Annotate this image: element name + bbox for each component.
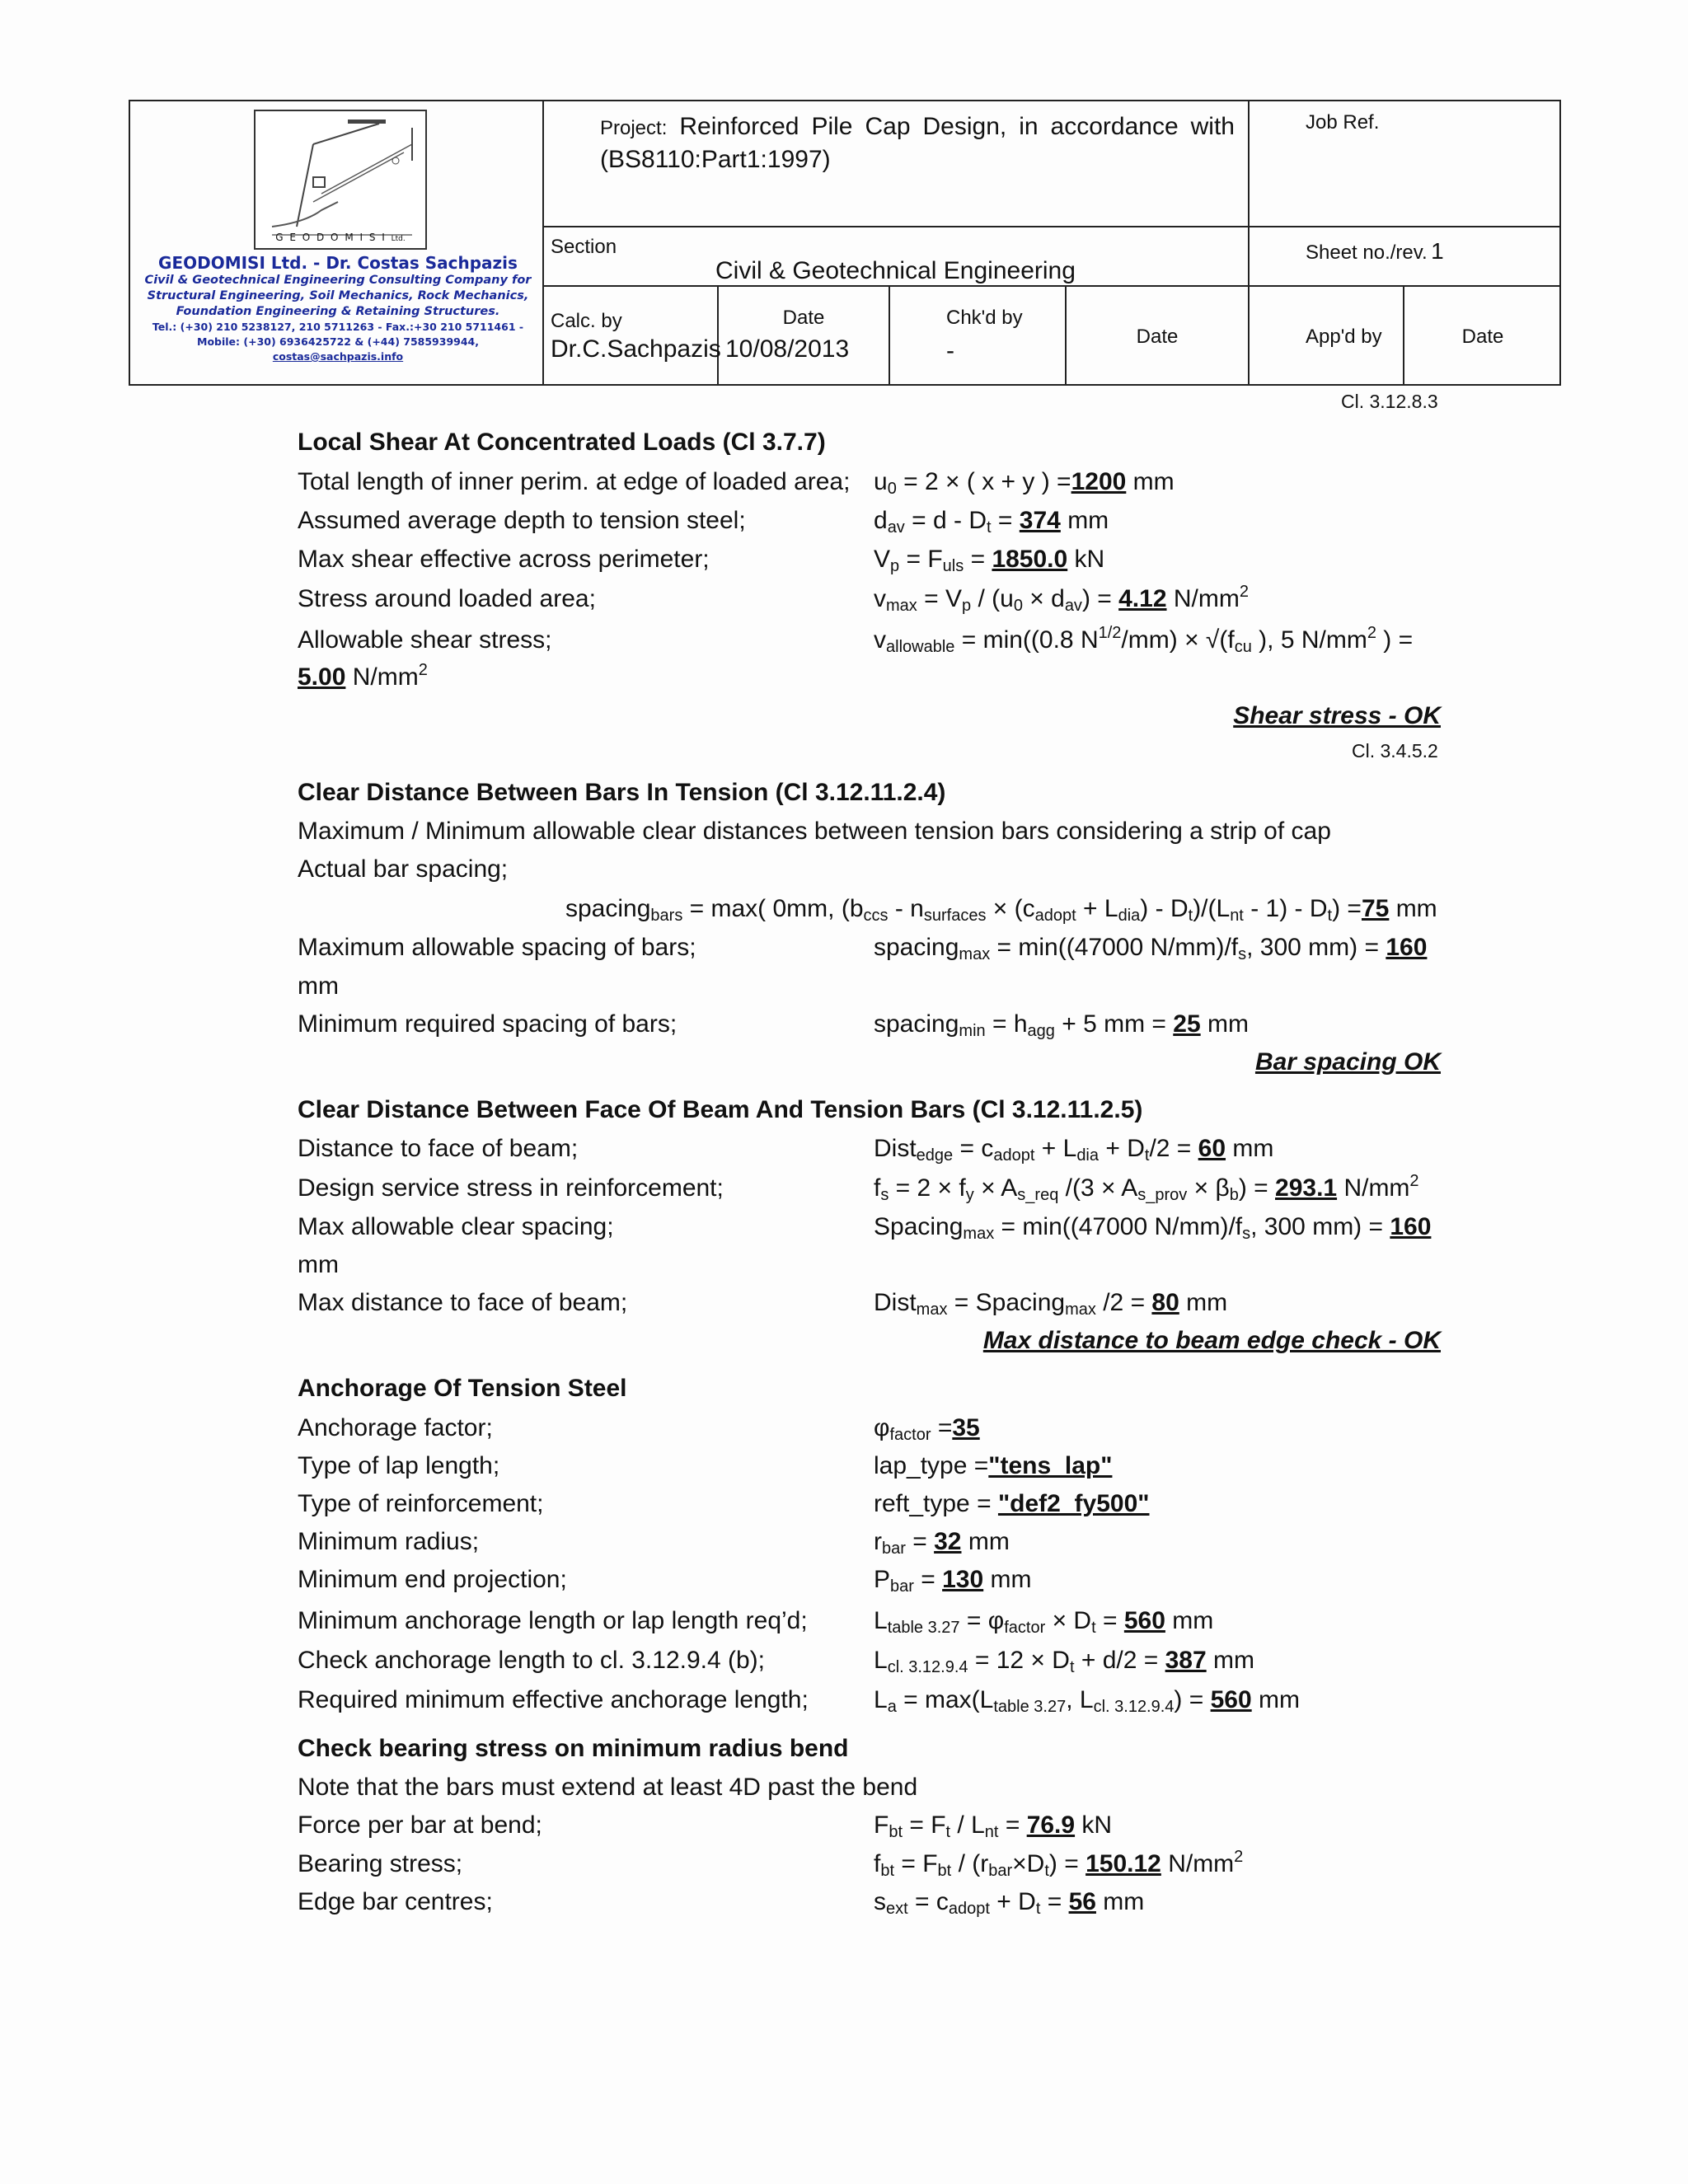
formula: $v_{allowable} = \min((0.8$ $N^{1/2}/mm) \times √(f_{cu}$ ), 5 $N/mm^2$ ) =	[874, 624, 1414, 656]
unit: kN	[1081, 1811, 1113, 1839]
calc-label: Minimum required spacing of bars;	[298, 1010, 678, 1038]
company-email-link[interactable]: costas@sachpazis.info	[272, 350, 404, 363]
calc-label: Anchorage factor;	[298, 1414, 493, 1441]
calc-by-value: Dr.C.Sachpazis	[551, 335, 721, 363]
calc-label: Maximum / Minimum allowable clear distances between tension bars considering a strip of cap	[298, 818, 1331, 845]
formula: lap_type ="tens_lap"	[874, 1452, 1113, 1479]
result-value: 25	[1173, 1010, 1201, 1038]
result-value: 387	[1165, 1647, 1207, 1674]
result-value: 56	[1068, 1888, 1096, 1915]
company-desc-line: Structural Engineering, Soil Mechanics, Rock Mechanics,	[147, 289, 529, 302]
formula: Dist$_{edge}$ = $c_{adopt} + L_{dia} + D_t/2 = 60$ mm	[874, 1135, 1274, 1165]
result-value: 76.9	[1026, 1811, 1076, 1839]
result-value: 560	[1123, 1607, 1165, 1634]
result-value: 293.1	[1275, 1174, 1338, 1202]
formula: Dist$_{max}$ = Spacing$_{max}$ /2 = 80 mm	[874, 1289, 1228, 1319]
unit: N/mm	[1173, 585, 1240, 612]
formula: $P_{bar} = 130$ mm	[874, 1566, 1032, 1596]
result-value: 160	[1386, 934, 1428, 961]
section-heading: Local Shear At Concentrated Loads (Cl 3.7.7)	[298, 429, 826, 456]
unit: N/mm	[1168, 1850, 1235, 1877]
section-label: Section	[551, 236, 617, 258]
formula: $r_{bar} = 32$ mm	[874, 1528, 1010, 1558]
formula: Spacing$_{max}$ = min((47000 $N/mm)/f_s$, 300 mm) = 160	[874, 1213, 1432, 1243]
formula: reft_type = "def2_fy500"	[874, 1490, 1150, 1517]
result-value: 60	[1198, 1135, 1226, 1162]
calc-label: Minimum end projection;	[298, 1566, 567, 1593]
result-value: 75	[1361, 895, 1390, 922]
result-value: 560	[1210, 1686, 1252, 1713]
project-label: Project:	[600, 117, 668, 139]
unit: N/mm	[1343, 1174, 1410, 1202]
logo-ltd: Ltd.	[391, 235, 406, 243]
project-value: Reinforced Pile Cap Design, in accordance with (BS8110:Part1:1997)	[600, 113, 1235, 173]
clause-ref: Cl. 3.12.8.3	[1341, 391, 1438, 412]
result-value: 160	[1390, 1213, 1432, 1240]
formula: spacing$_{min}$ = $h_{agg} + 5$ mm = 25 mm	[874, 1010, 1249, 1040]
company-info	[137, 253, 539, 364]
formula: $s_{ext} = c_{adopt} + D_t = 56$ mm	[874, 1888, 1145, 1918]
calc-label: Edge bar centres;	[298, 1888, 493, 1915]
unit: mm	[1232, 1135, 1274, 1162]
calc-label: Force per bar at bend;	[298, 1811, 542, 1839]
unit: mm	[298, 972, 339, 1000]
calc-by-label: Calc. by	[551, 310, 622, 332]
formula: $f_{bt} = F_{bt} / (r_{bar}\times D_t) = 150.12$ $N/mm^2$	[874, 1848, 1244, 1880]
result-value: 374	[1019, 507, 1061, 534]
result-value: 4.12	[1118, 585, 1167, 612]
unit: mm	[1172, 1607, 1214, 1634]
formula: $L_{table 3.27} = \varphi_{factor} \times D_t = 560$ mm	[874, 1607, 1214, 1637]
section-heading: Check bearing stress on minimum radius bend	[298, 1735, 849, 1762]
formula: $f_s = 2 \times f_y \times A_{s\_req}$ $/(3 \times A_{s\_prov} \times \beta_b) = 293.1$ $N/mm^2$	[874, 1172, 1419, 1204]
formula: $u_0 = 2$ × ( x + y ) =1200 mm	[874, 468, 1175, 498]
unit: kN	[1074, 546, 1105, 573]
unit: mm	[1213, 1647, 1254, 1674]
company-tel: Tel.: (+30) 210 5238127, 210 5711263 - Fax.:+30 210 5711461 -	[152, 321, 524, 333]
calc-label: Max distance to face of beam;	[298, 1289, 628, 1316]
calc-label: Bearing stress;	[298, 1850, 463, 1877]
result-value: 150.12	[1085, 1850, 1161, 1877]
section-heading: Clear Distance Between Bars In Tension (Cl 3.12.11.2.4)	[298, 779, 946, 806]
result-value: 1200	[1071, 468, 1127, 495]
divider	[542, 285, 1561, 287]
checked-by-label: Chk'd by	[946, 307, 1023, 329]
sheet-no-label: Sheet no./rev.	[1306, 241, 1428, 264]
calc-label: Actual bar spacing;	[298, 855, 509, 883]
section-value: Civil & Geotechnical Engineering	[715, 257, 1076, 284]
calc-label: Stress around loaded area;	[298, 585, 596, 612]
result-value: 130	[942, 1566, 984, 1593]
calc-label: Check anchorage length to cl. 3.12.9.4 (b);	[298, 1647, 766, 1674]
calc-label: Total length of inner perim. at edge of loaded area;	[298, 468, 851, 495]
section-heading: Anchorage Of Tension Steel	[298, 1375, 627, 1402]
unit: mm	[1259, 1686, 1300, 1713]
formula: spacing$_{max}$ = min((47000 $N/mm)/f_s$, 300 mm) = 160	[874, 934, 1428, 963]
company-desc-line: Civil & Geotechnical Engineering Consulting Company for	[144, 274, 532, 287]
divider	[542, 101, 544, 386]
calc-label: Design service stress in reinforcement;	[298, 1174, 724, 1202]
unit: mm	[968, 1528, 1010, 1555]
result-value: "tens_lap"	[988, 1452, 1113, 1479]
project-field	[600, 111, 1235, 176]
formula: $d_{av} = d - D_t = 374$ mm	[874, 507, 1109, 537]
unit: mm	[1067, 507, 1109, 534]
calc-label: Minimum radius;	[298, 1528, 480, 1555]
company-logo	[254, 110, 427, 250]
result-value: 32	[934, 1528, 962, 1555]
unit: mm	[1103, 1888, 1145, 1915]
unit: mm	[990, 1566, 1032, 1593]
formula: $F_{bt} = F_t / L_{nt} = 76.9$ kN	[874, 1811, 1113, 1841]
result-value: 5.00	[298, 663, 346, 691]
formula: spacing$_{bars}$ = max( 0mm, $(b_{ccs} - n_{surfaces} \times (c_{adopt} + L_{dia}) - D_t)/(L_{nt} - 1) - D_t) =75$ mm	[565, 895, 1437, 925]
calc-label: Max shear effective across perimeter;	[298, 546, 710, 573]
calc-label: Type of reinforcement;	[298, 1490, 544, 1517]
calc-label: Distance to face of beam;	[298, 1135, 579, 1162]
header-block	[129, 100, 1561, 386]
divider	[542, 226, 1561, 227]
geotechnical-logo-icon	[256, 111, 425, 248]
calc-label: Type of lap length;	[298, 1452, 500, 1479]
formula: $\varphi_{factor} =35$	[874, 1414, 980, 1444]
check-result: Max distance to beam edge check - OK	[982, 1327, 1441, 1354]
calc-label: Allowable shear stress;	[298, 626, 552, 654]
result-value: "def2_fy500"	[997, 1490, 1150, 1517]
company-desc-line: Foundation Engineering & Retaining Structures.	[176, 305, 500, 318]
calc-label: Note that the bars must extend at least 4D past the bend	[298, 1774, 918, 1801]
logo-text: G E O D O M I S I	[275, 232, 387, 243]
date-value: 10/08/2013	[725, 335, 850, 363]
divider	[889, 285, 890, 386]
date-label: Date	[1136, 326, 1179, 348]
result-value: 35	[952, 1414, 980, 1441]
sheet-no-value: 1	[1431, 238, 1444, 264]
unit: mm	[298, 1251, 339, 1278]
calc-label: Max allowable clear spacing;	[298, 1213, 614, 1240]
clause-ref: Cl. 3.4.5.2	[1352, 740, 1438, 762]
result-value: 1850.0	[992, 546, 1068, 573]
calc-label: Required minimum effective anchorage length;	[298, 1686, 809, 1713]
unit: mm	[1132, 468, 1175, 495]
calc-label: Minimum anchorage length or lap length req’d;	[298, 1607, 808, 1634]
date-label: Date	[782, 307, 825, 329]
section-heading: Clear Distance Between Face Of Beam And Tension Bars (Cl 3.12.11.2.5)	[298, 1096, 1143, 1123]
check-result: Shear stress - OK	[1233, 702, 1441, 729]
date-label: Date	[1461, 326, 1504, 348]
divider	[1248, 101, 1250, 386]
formula: $V_p = F_{uls} = 1850.0$ kN	[874, 546, 1105, 575]
company-mobile-line	[137, 335, 539, 364]
formula-continued: 5.00 $N/mm^2$	[298, 661, 428, 691]
approved-by-label: App'd by	[1306, 326, 1382, 348]
result-value: 80	[1151, 1289, 1179, 1316]
company-name: GEODOMISI Ltd. - Dr. Costas Sachpazis	[158, 253, 518, 273]
check-result: Bar spacing OK	[1254, 1048, 1441, 1076]
formula: $v_{max} = V_p / (u_0 \times d_{av}) = 4.12$ $N/mm^2$	[874, 583, 1249, 615]
unit: mm	[1395, 895, 1437, 922]
calc-label: Assumed average depth to tension steel;	[298, 507, 746, 534]
formula: $L_{cl. 3.12.9.4} = 12 \times D_t + d/2 = 387$ mm	[874, 1647, 1254, 1676]
unit: N/mm	[352, 663, 419, 691]
company-mobile: Mobile: (+30) 6936425722 & (+44) 7585939944,	[197, 335, 479, 348]
unit: mm	[1186, 1289, 1228, 1316]
calc-label: Maximum allowable spacing of bars;	[298, 934, 696, 961]
sheet-no-field	[1306, 238, 1444, 265]
checked-by-value: -	[946, 337, 954, 364]
job-ref-label: Job Ref.	[1306, 111, 1380, 134]
unit: mm	[1207, 1010, 1249, 1038]
formula: $L_a = \max(L_{table 3.27}$, $L_{cl. 3.12.9.4}) = 560$ mm	[874, 1686, 1300, 1716]
